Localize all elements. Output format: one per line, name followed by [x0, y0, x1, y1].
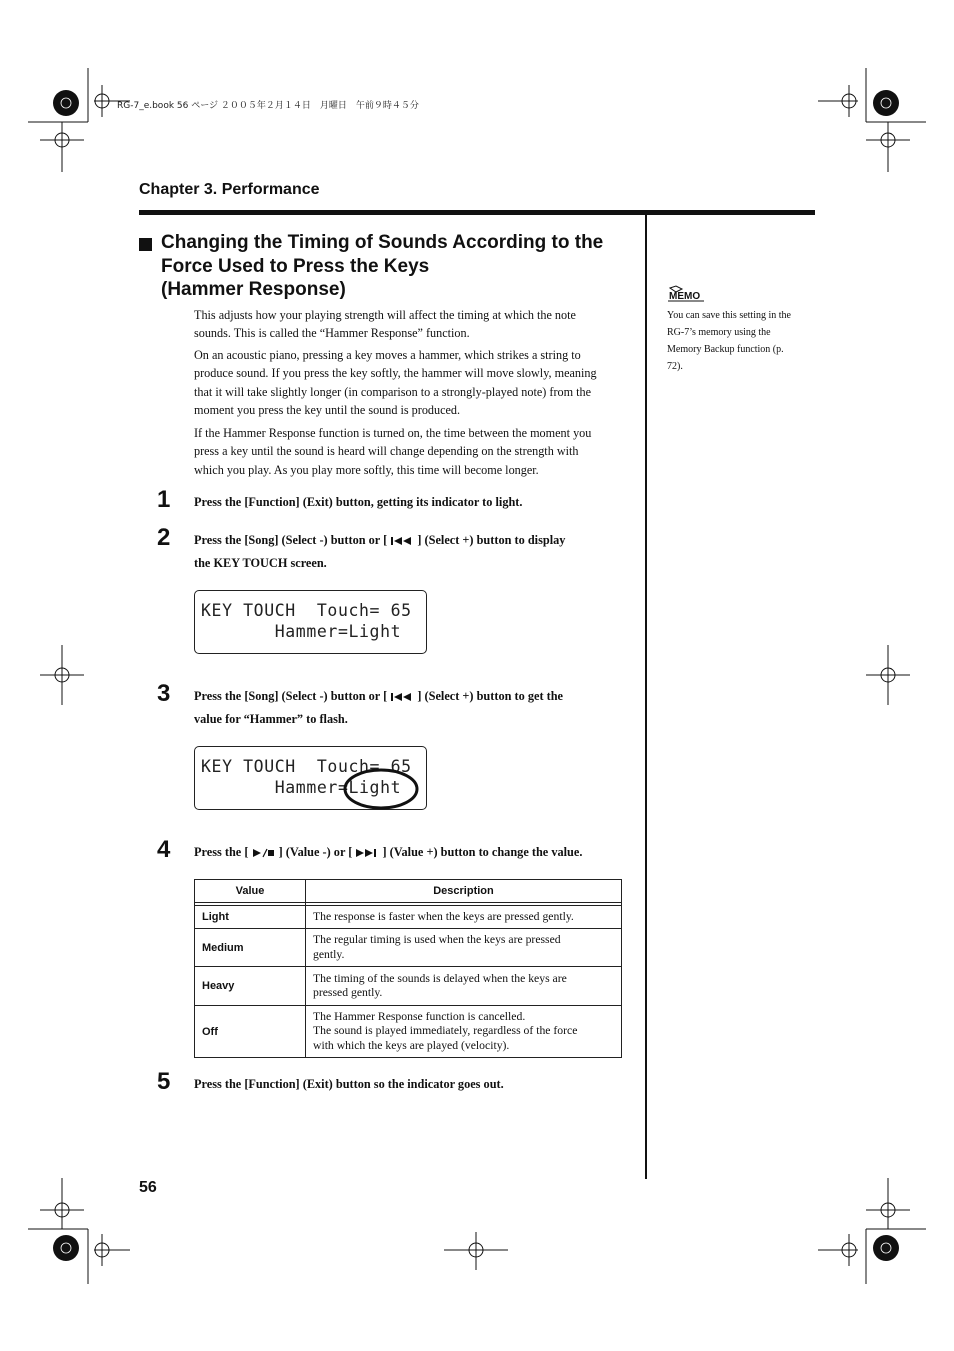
- value-cell: Medium: [195, 929, 306, 967]
- section-bullet-icon: [139, 238, 152, 251]
- step-number: 2: [157, 524, 171, 551]
- text-line: which you play. As you play more softly, this time will become longer.: [194, 462, 539, 477]
- step-text: [194, 529, 634, 575]
- table-header-row: [195, 880, 622, 903]
- memo-line: Memory Backup function (p.: [667, 344, 784, 355]
- step-number: 4: [157, 836, 171, 863]
- step-text-part: the KEY TOUCH screen.: [194, 556, 327, 570]
- step-number: 1: [157, 486, 171, 513]
- description-line: The Hammer Response function is cancelled.: [313, 1009, 526, 1023]
- lcd-line2: Hammer=Light: [201, 778, 402, 797]
- step-text-part: value for “Hammer” to flash.: [194, 712, 348, 726]
- step-text: Press the [Function] (Exit) button so the indicator goes out.: [194, 1077, 504, 1091]
- highlight-ellipse-icon: [343, 767, 423, 811]
- section-heading-line2: Force Used to Press the Keys: [161, 256, 430, 277]
- text-line: This adjusts how your playing strength will affect the timing at which the note: [194, 308, 576, 322]
- step-text-part: Press the [Song] (Select -) button or [: [194, 689, 388, 703]
- table-row: [195, 929, 622, 967]
- step-text-part: Press the [Song] (Select -) button or [: [194, 533, 388, 547]
- description-cell: [306, 929, 622, 967]
- step-number: 3: [157, 680, 171, 707]
- table-row: [195, 906, 622, 929]
- text-line: On an acoustic piano, pressing a key moves a hammer, which strikes a string to: [194, 348, 581, 362]
- paragraph-intro: [194, 306, 630, 343]
- lcd-line1: KEY TOUCH Touch= 65: [201, 601, 412, 620]
- section-heading-line3: (Hammer Response): [161, 279, 346, 300]
- lcd-display-key-touch: [194, 590, 427, 654]
- paragraph-function: [194, 424, 630, 479]
- description-line: gently.: [313, 947, 345, 961]
- step-text-part: ] (Value +) button to change the value.: [382, 845, 583, 859]
- lcd-line2: Hammer=Light: [201, 622, 402, 641]
- skip-back-icon: [390, 536, 414, 546]
- description-cell: [306, 1006, 622, 1058]
- text-line: produce sound. If you press the key softly, the hammer will move slowly, meaning: [194, 366, 597, 381]
- step-text-part: ] (Select +) button to get the: [417, 689, 564, 703]
- step-text-part: ] (Select +) button to display: [417, 533, 566, 547]
- chapter-title: Chapter 3. Performance: [139, 181, 320, 198]
- step-text-part: Press the [: [194, 845, 249, 859]
- column-divider: [645, 215, 647, 1179]
- paragraph-acoustic: [194, 346, 630, 419]
- step-text-part: ] (Value -) or [: [278, 845, 353, 859]
- value-cell: Off: [195, 1006, 306, 1058]
- text-line: If the Hammer Response function is turned on, the time between the moment you: [194, 426, 592, 440]
- lcd-line1: KEY TOUCH Touch= 65: [201, 757, 412, 776]
- text-line: sounds. This is called the “Hammer Response” function.: [194, 326, 470, 341]
- description-line: with which the keys are played (velocity).: [313, 1038, 510, 1052]
- description-line: The response is faster when the keys are pressed gently.: [313, 909, 574, 923]
- skip-back-icon: [390, 692, 414, 702]
- description-cell: [306, 906, 622, 929]
- description-line: The timing of the sounds is delayed when the keys are: [313, 971, 567, 985]
- text-line: that it will take slightly longer (in comparison to a strongly-played note) from the: [194, 384, 592, 399]
- step-text: [194, 685, 634, 731]
- header-rule: [139, 210, 815, 215]
- table-row: [195, 967, 622, 1006]
- section-heading-line1: Changing the Timing of Sounds According to the: [161, 232, 604, 253]
- text-line: moment you press the key until the sound is produced.: [194, 402, 461, 417]
- step-number: 5: [157, 1068, 171, 1095]
- lcd-display-hammer-flash: [194, 746, 427, 810]
- description-line: The sound is played immediately, regardless of the force: [313, 1024, 578, 1038]
- memo-line: You can save this setting in the: [667, 310, 791, 321]
- print-header: RG-7_e.book 56 ページ ２００５年２月１４日 月曜日 午前９時４５分: [117, 101, 419, 111]
- page-number: 56: [139, 1179, 157, 1196]
- step-text: [194, 841, 634, 864]
- step-text: Press the [Function] (Exit) button, getting its indicator to light.: [194, 495, 523, 509]
- text-line: press a key until the sound is heard will change depending on the strength with: [194, 444, 579, 459]
- column-header-description: Description: [306, 880, 622, 903]
- description-cell: [306, 967, 622, 1006]
- memo-label: MEMO: [669, 291, 701, 302]
- description-line: The regular timing is used when the keys are pressed: [313, 933, 561, 946]
- value-cell: Light: [195, 906, 306, 929]
- memo-icon: [667, 284, 707, 304]
- table-row: [195, 1006, 622, 1058]
- description-line: pressed gently.: [313, 986, 383, 999]
- play-stop-icon: [252, 848, 276, 858]
- value-description-table: [194, 879, 622, 1058]
- fast-forward-icon: [355, 848, 379, 858]
- memo-line: RG-7’s memory using the: [667, 327, 771, 338]
- value-cell: Heavy: [195, 967, 306, 1006]
- memo-line: 72).: [667, 361, 683, 372]
- column-header-value: Value: [195, 880, 306, 903]
- memo-note: [667, 307, 817, 375]
